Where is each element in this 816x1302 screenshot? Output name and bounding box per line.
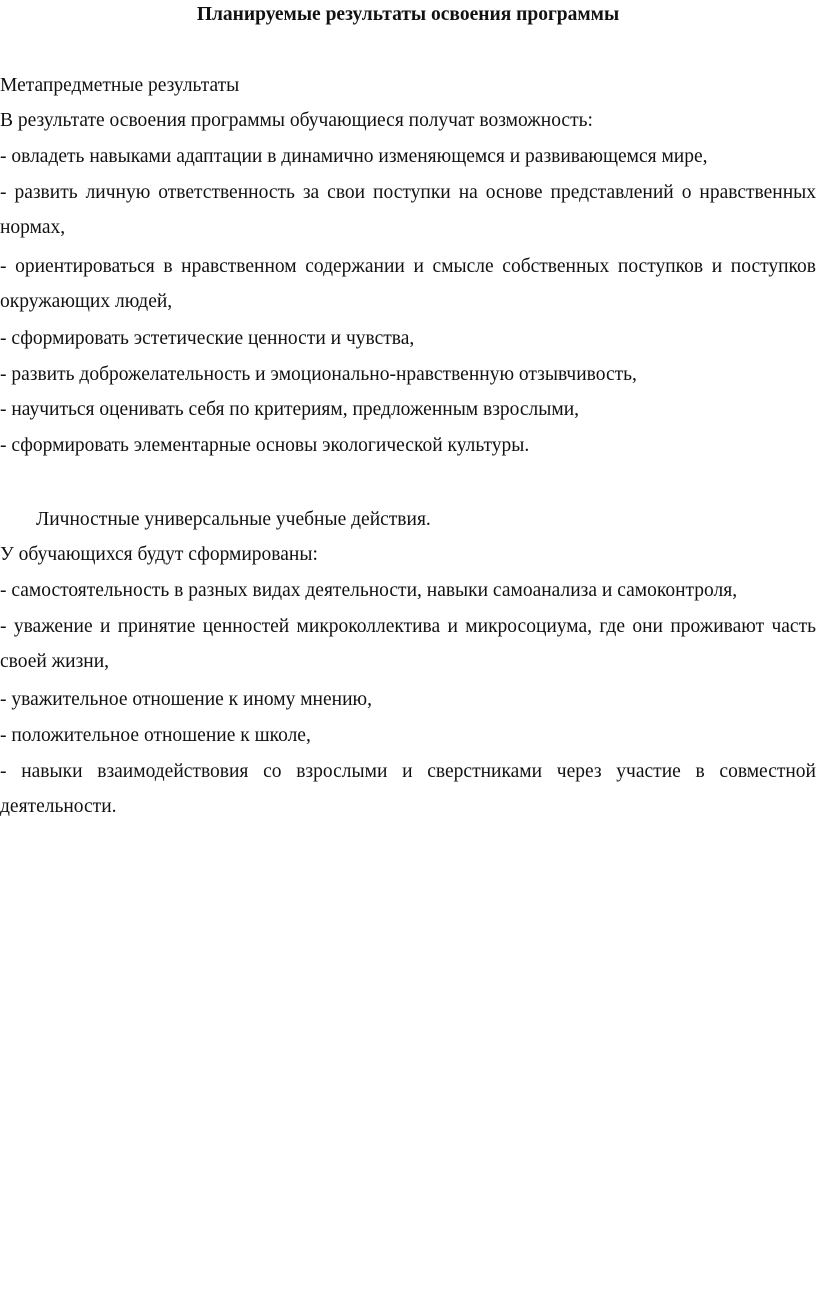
- meta-item: - ориентироваться в нравственном содержании и смысле собственных поступков и поступков окружающих людей,: [0, 256, 816, 312]
- page-title: Планируемые результаты освоения программы: [196, 4, 620, 25]
- meta-item: - сформировать элементарные основы экологической культуры.: [0, 435, 530, 456]
- meta-item: - сформировать эстетические ценности и чувства,: [0, 328, 415, 349]
- meta-intro: В результате освоения программы обучающиеся получат возможность:: [0, 110, 593, 131]
- personal-item: - навыки взаимодействовия со взрослыми и сверстниками через участие в совместной деятельности.: [0, 761, 816, 817]
- meta-item: - научиться оценивать себя по критериям, предложенным взрослыми,: [0, 399, 580, 420]
- meta-item: - развить доброжелательность и эмоционально-нравственную отзывчивость,: [0, 364, 637, 385]
- personal-item: - самостоятельность в разных видах деятельности, навыки самоанализа и самоконтроля,: [0, 580, 738, 601]
- personal-heading: Личностные универсальные учебные действия.: [36, 509, 431, 530]
- meta-item: - развить личную ответственность за свои поступки на основе представлений о нравственных нормах,: [0, 182, 816, 238]
- personal-item: - уважение и принятие ценностей микроколлектива и микросоциума, где они проживают часть своей жизни,: [0, 616, 816, 672]
- personal-intro: У обучающихся будут сформированы:: [0, 544, 318, 565]
- meta-item: - овладеть навыками адаптации в динамично изменяющемся и развивающемся мире,: [0, 146, 708, 167]
- personal-item: - положительное отношение к школе,: [0, 725, 311, 746]
- personal-item: - уважительное отношение к иному мнению,: [0, 689, 372, 710]
- meta-heading: Метапредметные результаты: [0, 75, 240, 96]
